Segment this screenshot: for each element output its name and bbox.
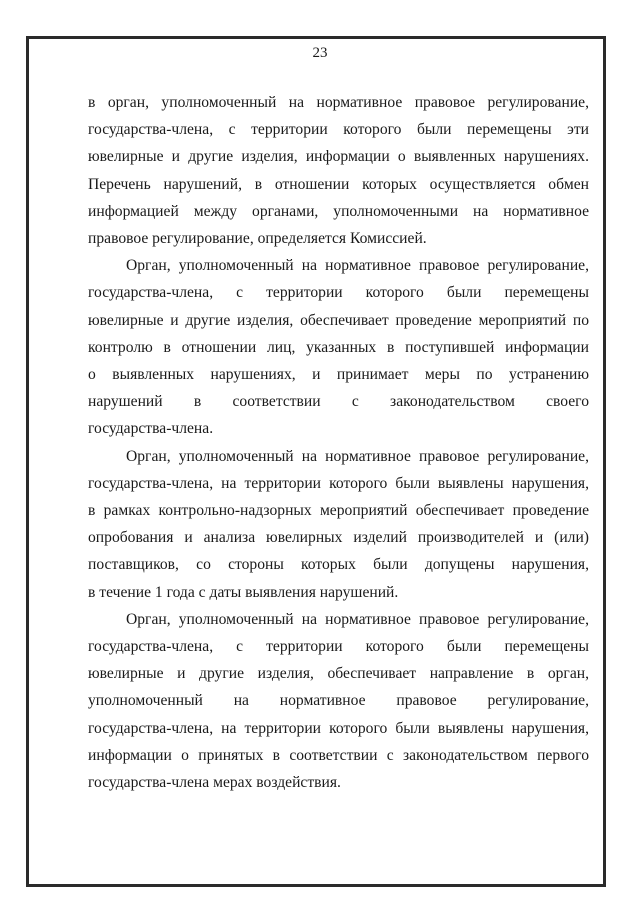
text-line: о выявленных нарушениях, и принимает меры по устранению	[88, 366, 589, 384]
text-line: ювелирные и другие изделия, обеспечивает направление в орган,	[88, 665, 589, 683]
text-line: контролю в отношении лиц, указанных в поступившей информации	[88, 338, 589, 356]
paragraph-4	[88, 606, 589, 796]
text-line: государства-члена, с территории которого были перемещены	[88, 638, 589, 656]
text-line: нарушений в соответствии с законодательством своего	[88, 393, 589, 411]
text-line: опробования и анализа ювелирных изделий производителей и (или)	[88, 529, 589, 547]
text-line: государства-члена, на территории которого были выявлены нарушения,	[88, 474, 589, 492]
text-line: ювелирные и другие изделия, обеспечивает проведение мероприятий по	[88, 311, 589, 329]
document-body	[88, 89, 589, 796]
text-line: в рамках контрольно-надзорных мероприятий обеспечивает проведение	[88, 502, 589, 520]
text-line: Орган, уполномоченный на нормативное правовое регулирование,	[126, 447, 589, 465]
paragraph-2	[88, 252, 589, 442]
text-line: поставщиков, со стороны которых были допущены нарушения,	[88, 556, 589, 574]
paragraph-3	[88, 443, 589, 606]
text-line: государства-члена мерах воздействия.	[88, 774, 341, 792]
text-line: Орган, уполномоченный на нормативное правовое регулирование,	[126, 257, 589, 275]
text-line: государства-члена, с территории которого были перемещены эти	[88, 121, 589, 139]
text-line: Перечень нарушений, в отношении которых осуществляется обмен	[88, 175, 589, 193]
text-line: в орган, уполномоченный на нормативное правовое регулирование,	[88, 94, 589, 111]
text-line: информации о принятых в соответствии с законодательством первого	[88, 746, 589, 764]
text-line: ювелирные и другие изделия, информации о выявленных нарушениях.	[88, 148, 589, 166]
text-line: в течение 1 года с даты выявления нарушений.	[88, 583, 399, 601]
page-number: 23	[312, 45, 328, 61]
paragraph-1	[88, 89, 589, 252]
text-line: уполномоченный на нормативное правовое регулирование,	[88, 692, 589, 710]
text-line: правовое регулирование, определяется Комиссией.	[88, 230, 427, 248]
text-line: информацией между органами, уполномоченными на нормативное	[88, 202, 589, 220]
text-line: государства-члена, с территории которого были перемещены	[88, 284, 589, 302]
text-line: государства-члена.	[88, 420, 214, 438]
text-line: Орган, уполномоченный на нормативное правовое регулирование,	[126, 610, 589, 628]
text-line: государства-члена, на территории которого были выявлены нарушения,	[88, 719, 589, 737]
